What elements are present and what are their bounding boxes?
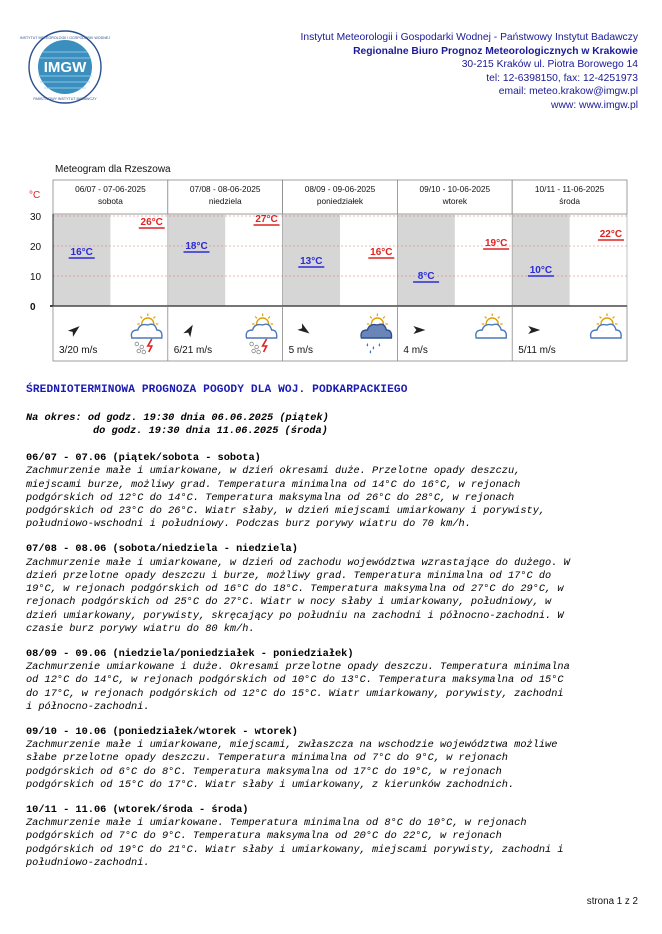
storm-sun-hail-icon [131, 314, 162, 354]
section-text-line: podgórskich od 6°C do 8°C. Temperatura maksymalna od 17°C do 19°C, w rejonach [26, 765, 502, 778]
cloud-sun-icon [476, 314, 507, 339]
section-text-line: i północno-zachodni. [26, 701, 150, 714]
night-shading [512, 214, 569, 306]
day-dates: 07/08 - 08-06-2025 [189, 184, 261, 194]
y-tick-label: 20 [30, 242, 42, 253]
night-shading [168, 214, 225, 306]
day-name: niedziela [208, 196, 242, 206]
wind-arrow-northeast-icon [68, 323, 82, 337]
tmin-label: 16°C [70, 247, 93, 258]
section-text-line: do 17°C, w rejonach podgórskich od 12°C do 15°C. Wiatr umiarkowany, porywisty, zachodni [26, 687, 564, 700]
day-dates: 09/10 - 10-06-2025 [419, 184, 491, 194]
wind-arrow-southeast-icon [297, 323, 311, 336]
day-name: poniedziałek [316, 196, 364, 206]
day-name: wtorek [442, 196, 468, 206]
section-heading: 08/09 - 09.06 (niedziela/poniedziałek - poniedziałek) [26, 647, 354, 660]
tmin-label: 10°C [529, 265, 553, 276]
org-phone: tel: 12-6398150, fax: 12-4251973 [486, 72, 638, 84]
forecast-section [26, 452, 640, 532]
forecast-period [26, 412, 640, 439]
day-dates: 10/11 - 11-06-2025 [534, 184, 605, 194]
period-to: do godz. 19:30 dnia 11.06.2025 (środa) [93, 425, 328, 438]
organization-header [301, 31, 638, 113]
storm-sun-hail-icon [246, 314, 277, 354]
page-number: strona 1 z 2 [586, 896, 638, 907]
tmax-label: 26°C [140, 217, 163, 228]
org-email[interactable]: email: meteo.krakow@imgw.pl [498, 86, 638, 98]
night-shading [53, 214, 110, 306]
period-from: od godz. 19:30 dnia 06.06.2025 (piątek) [87, 412, 329, 424]
section-text-line: podgórskich od 12°C do 14°C. Temperatura maksymalna od 26°C do 28°C, w rejonach [26, 491, 515, 504]
day-name: sobota [97, 196, 123, 206]
wind-speed: 5 m/s [288, 345, 314, 356]
section-text-line: dzień przelotne opady deszczu i burze, możliwy grad. Temperatura minimalna od 17°C do [26, 569, 552, 582]
y-tick-label: 0 [30, 302, 36, 313]
section-text-line: południowo-zachodni. [26, 857, 150, 870]
tmin-label: 8°C [417, 271, 435, 282]
y-tick-label: 30 [30, 212, 42, 223]
wind-arrow-east-icon [413, 326, 425, 334]
section-heading: 07/08 - 08.06 (sobota/niedziela - niedziela) [26, 543, 298, 556]
rain-cloud-sun-icon [361, 314, 392, 354]
org-address: 30-215 Kraków ul. Piotra Borowego 14 [461, 59, 638, 71]
meteogram-chart [26, 178, 630, 364]
day-name: środa [559, 196, 580, 206]
tmax-label: 22°C [599, 229, 623, 240]
section-text-line: dzień umiarkowany, porywisty, skręcający po południu na zachodni i północno-zachodni. W [26, 609, 564, 622]
meteogram [26, 178, 630, 364]
night-shading [397, 214, 454, 306]
section-text-line: podgórskich od 19°C do 21°C. Wiatr słaby i umiarkowany, miejscami porywisty, zachodni i [26, 843, 564, 856]
wind-speed: 3/20 m/s [59, 345, 98, 356]
org-website[interactable]: www: www.imgw.pl [551, 99, 638, 111]
section-text-line: 19°C, w rejonach podgórskich od 16°C do 18°C. Temperatura maksymalna od 27°C do 29°C, w [26, 583, 564, 596]
forecast-section [26, 648, 640, 714]
unit-label: °C [29, 190, 41, 201]
period-label: Na okres: [26, 412, 82, 424]
section-text-line: rejonach podgórskich od 25°C do 27°C. Wiatr w nocy słaby i umiarkowany, południowy, w [26, 596, 552, 609]
forecast-section [26, 726, 640, 792]
section-text-line: Zachmurzenie umiarkowane i duże. Okresami przelotne opady deszczu. Temperatura minimalna [26, 661, 570, 674]
section-text-line: podgórskich od 23°C do 26°C. Wiatr słaby, w dzień miejscami umiarkowany i porywisty, [26, 505, 546, 518]
org-office: Regionalne Biuro Prognoz Meteorologicznych w Krakowie [353, 45, 638, 57]
section-text-line: miejscami burze, możliwy grad. Temperatura minimalna od 14°C do 16°C, w rejonach [26, 478, 521, 491]
tmax-label: 19°C [484, 238, 508, 249]
section-text-line: słabe przelotne opady deszczu. Temperatura minimalna od 7°C do 9°C, w rejonach [26, 752, 508, 765]
wind-arrow-north-icon [183, 323, 196, 337]
section-text-line: Zachmurzenie małe i umiarkowane. Temperatura minimalna od 8°C do 10°C, w rejonach [26, 817, 527, 830]
section-text-line: Zachmurzenie małe i umiarkowane, miejscami, zwłaszcza na wschodzie województwa możliwe [26, 739, 558, 752]
svg-text:PAŃSTWOWY INSTYTUT BADAWCZY: PAŃSTWOWY INSTYTUT BADAWCZY [33, 97, 97, 101]
section-heading: 09/10 - 10.06 (poniedziałek/wtorek - wtorek) [26, 725, 298, 738]
forecast-section [26, 543, 640, 636]
wind-arrow-east-icon [528, 326, 540, 334]
section-heading: 10/11 - 11.06 (wtorek/środa - środa) [26, 803, 249, 816]
tmax-label: 16°C [370, 247, 393, 258]
section-text-line: od 12°C do 14°C, w rejonach podgórskich od 10°C do 13°C. Temperatura maksymalna od 15°C [26, 674, 564, 687]
tmax-label: 27°C [255, 214, 278, 225]
cloud-sun-icon [591, 314, 622, 339]
forecast-section [26, 804, 640, 870]
section-text-line: podgórskich od 15°C do 17°C. Wiatr słaby i umiarkowany, z kierunków zachodnich. [26, 779, 515, 792]
tmin-label: 18°C [185, 241, 208, 252]
section-text-line: Zachmurzenie małe i umiarkowane, w dzień od zachodu województwa wzrastające do dużego. W [26, 556, 570, 569]
wind-speed: 4 m/s [403, 345, 428, 356]
section-text-line: Zachmurzenie małe i umiarkowane, w dzień okresami duże. Przelotne opady deszczu, [26, 465, 521, 478]
svg-text:INSTYTUT METEOROLOGII I GOSPOD: INSTYTUT METEOROLOGII I GOSPODARKI WODNEJ [20, 36, 110, 40]
forecast-title: ŚREDNIOTERMINOWA PROGNOZA POGODY DLA WOJ. PODKARPACKIEGO [26, 384, 408, 396]
section-text-line: czasie burz porywy wiatru do 80 km/h. [26, 623, 255, 636]
org-name: Instytut Meteorologii i Gospodarki Wodnej - Państwowy Instytut Badawczy [300, 32, 638, 43]
imgw-logo [20, 30, 110, 104]
wind-speed: 6/21 m/s [173, 345, 213, 356]
section-heading: 06/07 - 07.06 (piątek/sobota - sobota) [26, 452, 261, 464]
logo-text: IMGW [43, 59, 87, 76]
y-tick-label: 10 [30, 272, 42, 283]
tmin-label: 13°C [300, 256, 323, 267]
meteogram-title: Meteogram dla Rzeszowa [55, 164, 171, 175]
day-dates: 06/07 - 07-06-2025 [75, 184, 146, 194]
section-text-line: południowo-wschodni i południowy. Podczas burz porywy wiatru do 70 km/h. [26, 518, 471, 531]
section-text-line: podgórskich od 7°C do 9°C. Temperatura maksymalna od 20°C do 22°C, w rejonach [26, 830, 502, 843]
day-dates: 08/09 - 09-06-2025 [304, 184, 376, 194]
wind-speed: 5/11 m/s [518, 345, 556, 356]
